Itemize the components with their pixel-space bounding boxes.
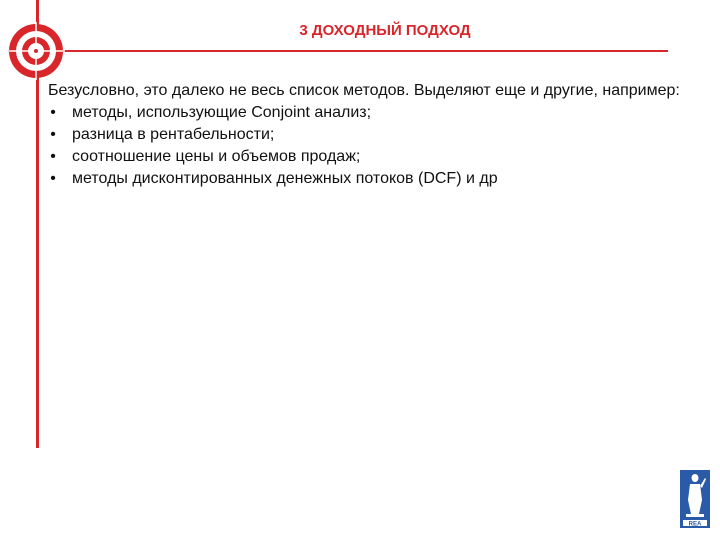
bullet-marker: • xyxy=(50,148,56,165)
slide-body xyxy=(48,80,698,190)
intro-paragraph: Безусловно, это далеко не весь список методов. Выделяют еще и другие, например: xyxy=(48,82,680,99)
list-item-text: соотношение цены и объемов продаж; xyxy=(72,148,361,165)
list-item-text: методы, использующие Conjoint анализ; xyxy=(72,104,372,121)
bullet-marker: • xyxy=(50,126,56,143)
bullet-marker: • xyxy=(50,104,56,121)
list-item-text: разница в рентабельности; xyxy=(72,126,275,143)
list-item xyxy=(48,168,698,190)
logo-text: REA xyxy=(688,521,702,528)
bullet-list xyxy=(48,102,698,190)
slide-title: 3 ДОХОДНЫЙ ПОДХОД xyxy=(299,22,471,39)
list-item xyxy=(48,102,698,124)
list-item xyxy=(48,146,698,168)
header-horizontal-rule xyxy=(8,50,668,52)
university-logo-icon xyxy=(680,470,710,528)
list-item xyxy=(48,124,698,146)
bullet-marker: • xyxy=(50,170,56,187)
list-item-text: методы дисконтированных денежных потоков (DCF) и др xyxy=(72,170,498,187)
